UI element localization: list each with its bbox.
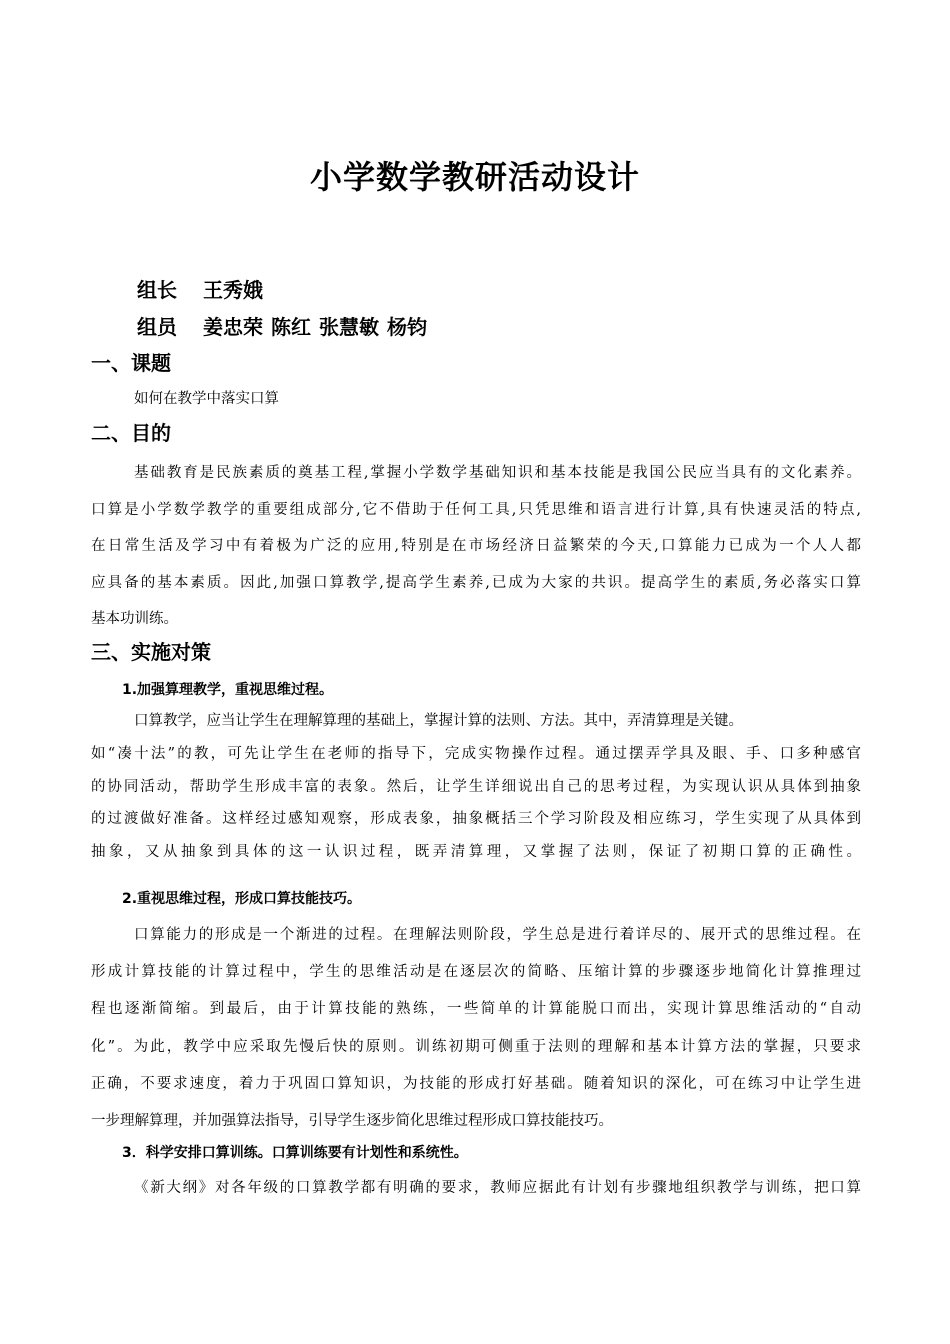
- paragraph-line: 基础教育是民族素质的奠基工程,掌握小学数学基础知识和基本技能是我国公民应当具有的文化素养。: [134, 465, 861, 481]
- subsection-3-paragraph: [91, 1170, 861, 1206]
- paragraph-line: 一步理解算理，并加强算法指导，引导学生逐步简化思维过程形成口算技能技巧。: [91, 1113, 613, 1130]
- section-1-heading: 一、课题: [91, 351, 171, 375]
- paragraph-line: 的过渡做好准备。这样经过感知观察，形成表象，抽象概括三个学习阶段及相应练习，学生实现了从具体到: [91, 811, 861, 827]
- subsection-1-heading: 1.加强算理教学，重视思维过程。: [122, 682, 334, 698]
- leader-name: 王秀娥: [203, 278, 263, 302]
- subsection-2-paragraph: [91, 917, 861, 1140]
- paragraph-line: 基本功训练。: [91, 611, 178, 627]
- paragraph-line: 抽象，又从抽象到具体的这一认识过程，既弄清算理，又掌握了法则，保证了初期口算的正确性。: [91, 843, 861, 860]
- section-2-heading: 二、目的: [91, 421, 171, 445]
- section-1-text: 如何在教学中落实口算: [134, 391, 279, 407]
- member-name: 杨钧: [387, 315, 427, 339]
- paragraph-line: 应具备的基本素质。因此,加强口算教学,提高学生素养,已成为大家的共识。提高学生的素质,务必落实口算: [91, 574, 861, 591]
- leader-label: 组长: [137, 278, 177, 302]
- subsection-1-first-line: 口算教学，应当让学生在理解算理的基础上，掌握计算的法则、方法。其中，弄清算理是关键。: [134, 713, 743, 729]
- paragraph-line: 《新大纲》对各年级的口算教学都有明确的要求，教师应据此有计划有步骤地组织教学与训练，把口算: [134, 1180, 861, 1196]
- paragraph-line: 在日常生活及学习中有着极为广泛的应用,特别是在市场经济日益繁荣的今天,口算能力已成为一个人人都: [91, 538, 861, 554]
- paragraph-line: 程也逐渐简缩。到最后，由于计算技能的熟练，一些简单的计算能脱口而出，实现计算思维活动的“自动: [91, 1001, 861, 1018]
- member-name: 姜忠荣: [203, 315, 263, 339]
- subsection-1-paragraph: [91, 738, 861, 868]
- subsection-3-heading: 3．科学安排口算训练。口算训练要有计划性和系统性。: [122, 1145, 468, 1161]
- paragraph-line: 正确，不要求速度，着力于巩固口算知识，为技能的形成打好基础。随着知识的深化，可在练习中让学生进: [91, 1075, 861, 1092]
- leader-line: [137, 276, 263, 304]
- subsection-2-heading: 2.重视思维过程，形成口算技能技巧。: [122, 891, 362, 907]
- member-name: 陈红: [271, 315, 311, 339]
- paragraph-line: 形成计算技能的计算过程中，学生的思维活动是在逐层次的简略、压缩计算的步骤逐步地简化计算推理过: [91, 964, 861, 981]
- section-3-heading: 三、实施对策: [91, 640, 211, 664]
- document-title: 小学数学教研活动设计: [309, 158, 640, 196]
- member-name: 张慧敏: [319, 315, 379, 339]
- paragraph-line: 的协同活动，帮助学生形成丰富的表象。然后，让学生详细说出自己的思考过程，为实现认识从具体到抽象: [91, 778, 861, 795]
- paragraph-line: 如“凑十法”的教，可先让学生在老师的指导下，完成实物操作过程。通过摆弄学具及眼、手、口多种感官: [91, 746, 861, 762]
- members-label: 组员: [137, 315, 177, 339]
- section-2-paragraph: [91, 455, 861, 638]
- paragraph-line: 口算能力的形成是一个渐进的过程。在理解法则阶段，学生总是进行着详尽的、展开式的思维过程。在: [134, 927, 861, 943]
- paragraph-line: 化”。为此，教学中应采取先慢后快的原则。训练初期可侧重于法则的理解和基本计算方法的掌握，只要求: [91, 1038, 861, 1055]
- members-line: [137, 313, 435, 341]
- paragraph-line: 口算是小学数学教学的重要组成部分,它不借助于任何工具,只凭思维和语言进行计算,具有快速灵活的特点,: [91, 501, 861, 518]
